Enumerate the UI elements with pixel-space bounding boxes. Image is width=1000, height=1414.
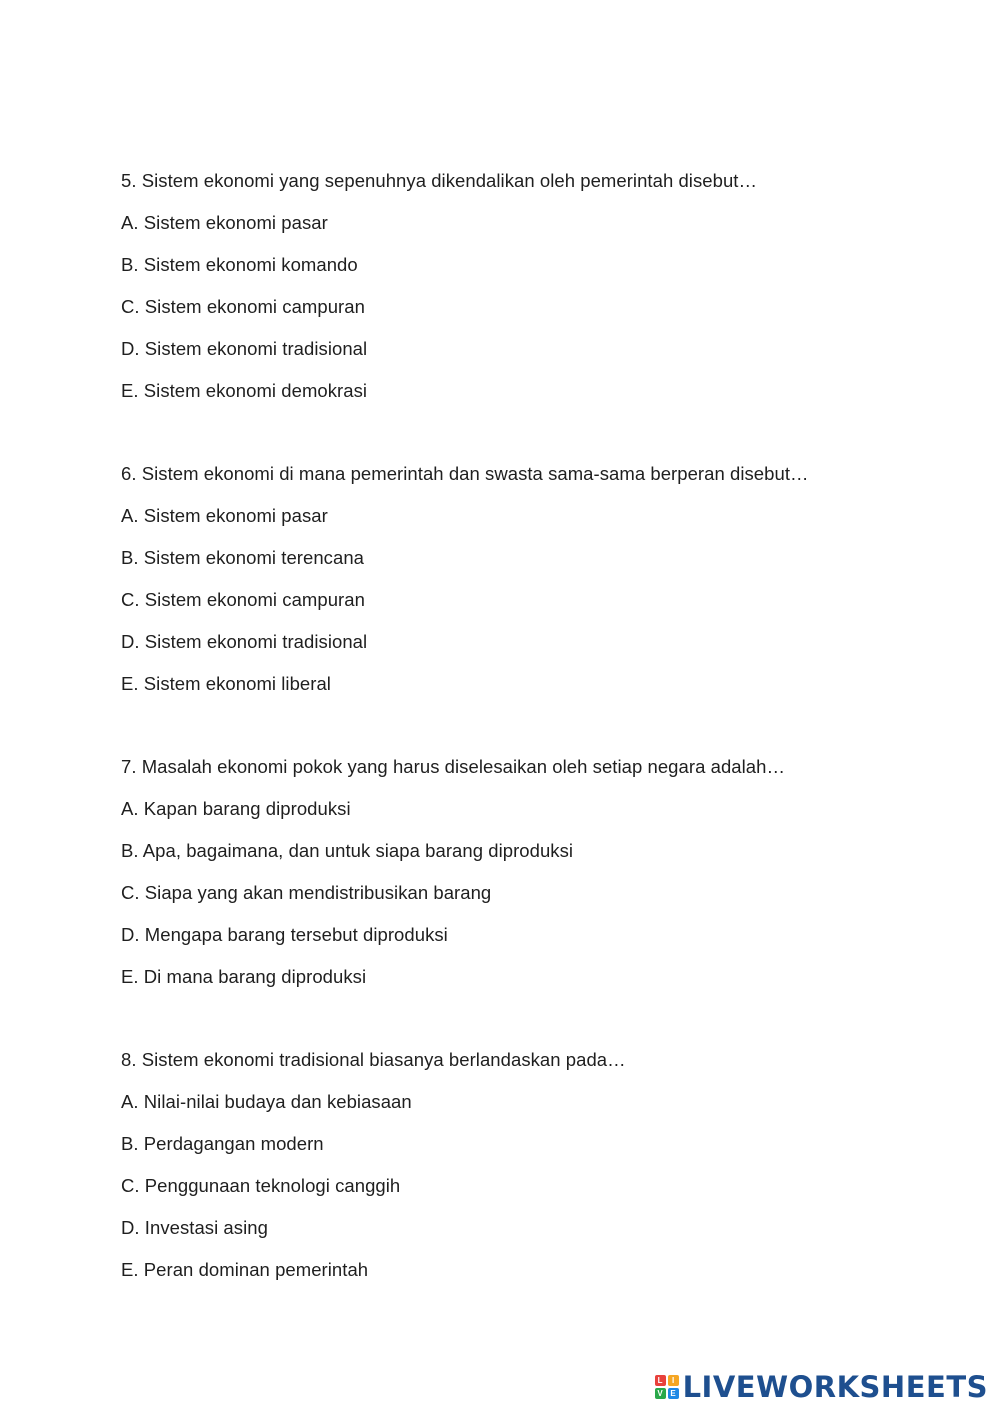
answer-option-d[interactable]: D. Sistem ekonomi tradisional [121, 631, 368, 652]
answer-option-e[interactable]: E. Peran dominan pemerintah [121, 1259, 369, 1280]
answer-option-a[interactable]: A. Sistem ekonomi pasar [121, 505, 328, 526]
answer-option-a[interactable]: A. Kapan barang diproduksi [121, 798, 351, 819]
question-prompt: 5. Sistem ekonomi yang sepenuhnya dikendalikan oleh pemerintah disebut… [121, 170, 758, 191]
question-prompt: 7. Masalah ekonomi pokok yang harus diselesaikan oleh setiap negara adalah… [121, 756, 786, 777]
question-7 [121, 746, 941, 998]
liveworksheets-logo-icon [655, 1375, 679, 1399]
answer-option-e[interactable]: E. Sistem ekonomi liberal [121, 673, 331, 694]
question-8 [121, 1039, 941, 1291]
answer-option-d[interactable]: D. Sistem ekonomi tradisional [121, 338, 368, 359]
liveworksheets-brand[interactable] [655, 1370, 988, 1404]
answer-option-b[interactable]: B. Sistem ekonomi komando [121, 254, 358, 275]
question-prompt: 8. Sistem ekonomi tradisional biasanya berlandaskan pada… [121, 1049, 626, 1070]
question-5 [121, 160, 941, 412]
brand-name: LIVEWORKSHEETS [682, 1370, 988, 1404]
logo-tile-e: E [668, 1388, 679, 1399]
answer-option-b[interactable]: B. Apa, bagaimana, dan untuk siapa barang diproduksi [121, 840, 574, 861]
answer-option-b[interactable]: B. Sistem ekonomi terencana [121, 547, 364, 568]
answer-option-c[interactable]: C. Penggunaan teknologi canggih [121, 1175, 401, 1196]
question-6 [121, 453, 941, 705]
worksheet [121, 160, 941, 1332]
answer-option-c[interactable]: C. Sistem ekonomi campuran [121, 296, 365, 317]
answer-option-a[interactable]: A. Nilai-nilai budaya dan kebiasaan [121, 1091, 412, 1112]
answer-option-a[interactable]: A. Sistem ekonomi pasar [121, 212, 328, 233]
answer-option-c[interactable]: C. Siapa yang akan mendistribusikan barang [121, 882, 492, 903]
logo-tile-v: V [655, 1388, 666, 1399]
answer-option-e[interactable]: E. Sistem ekonomi demokrasi [121, 380, 368, 401]
answer-option-e[interactable]: E. Di mana barang diproduksi [121, 966, 367, 987]
question-prompt: 6. Sistem ekonomi di mana pemerintah dan swasta sama-sama berperan disebut… [121, 463, 809, 484]
answer-option-d[interactable]: D. Investasi asing [121, 1217, 268, 1238]
logo-tile-i: I [668, 1375, 679, 1386]
answer-option-b[interactable]: B. Perdagangan modern [121, 1133, 324, 1154]
logo-tile-l: L [655, 1375, 666, 1386]
answer-option-c[interactable]: C. Sistem ekonomi campuran [121, 589, 365, 610]
answer-option-d[interactable]: D. Mengapa barang tersebut diproduksi [121, 924, 448, 945]
